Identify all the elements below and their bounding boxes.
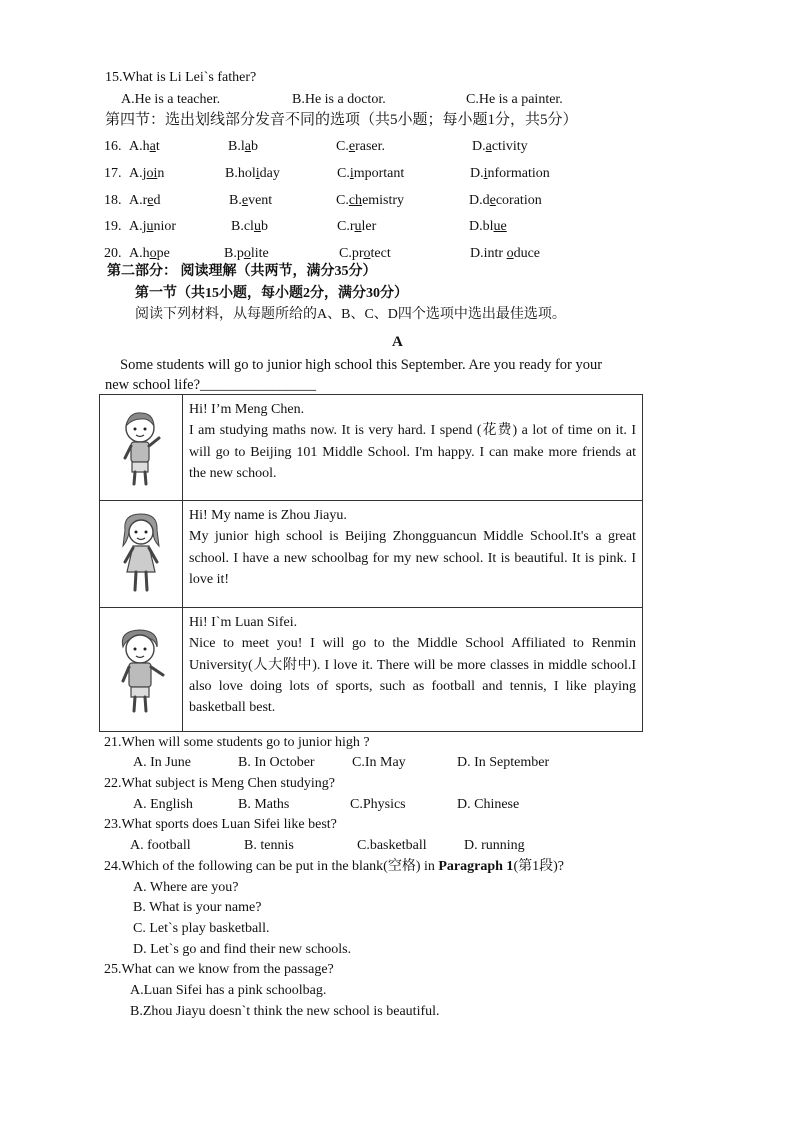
option-prefix: B.p [224,246,244,261]
q22-option-d: D. Chinese [457,797,520,812]
q21-option-d: D. In September [457,755,550,770]
question-22: 22.What subject is Meng Chen studying? [104,776,335,791]
phonics-option [337,164,404,184]
option-suffix: mportant [353,166,405,181]
option-suffix: ler [361,219,377,234]
question-number: 20. [104,246,122,261]
underlined-letters: e [147,193,154,208]
option-suffix: d [153,193,161,208]
phonics-option [470,164,550,184]
zhou-jiayu-text: My junior high school is Beijing Zhongguancun Middle School.It's a great school. I have a new schoolbag for my new school. It is beautiful. It is pink. I love it! [189,529,636,587]
option-suffix: lite [250,246,269,261]
option-prefix: A.h [129,246,150,261]
q25-option-b: B.Zhou Jiayu doesn`t think the new school is beautiful. [130,1004,440,1019]
profile-row-meng-chen [100,395,643,501]
underlined-letters: e [348,139,356,154]
phonics-option [224,244,269,264]
underlined-letters: o [506,246,514,261]
q24-text-pre: 24.Which of the following can be put in the blank(空格) in [104,859,439,874]
option-suffix: day [259,166,280,181]
q24-paragraph-ref: Paragraph 1 [438,859,514,874]
zhou-jiayu-text-cell [183,501,643,608]
question-24 [104,858,564,876]
underlined-letters: o [363,246,371,261]
option-prefix: B.hol [225,166,256,181]
question-21: 21.When will some students go to junior high ? [104,735,370,750]
luan-sifei-picture [100,608,183,732]
option-suffix: coration [495,193,542,208]
option-suffix: n [157,166,165,181]
q24-option-d: D. Let`s go and find their new schools. [133,942,352,957]
option-prefix: A.r [129,193,148,208]
part2-header: 第二部分： 阅读理解（共两节，满分35分） [107,264,377,279]
phonics-option [229,191,272,211]
profile-row-zhou-jiayu [100,501,643,608]
q24-option-c: C. Let`s play basketball. [133,921,270,936]
option-suffix: nformation [487,166,550,181]
underlined-letters: u [354,219,362,234]
option-suffix: emistry [362,193,405,208]
option-prefix: C.r [337,219,355,234]
profile-row-luan-sifei [100,608,643,732]
option-prefix: D.intr [470,246,507,261]
q15-option-a: A.He is a teacher. [121,92,221,107]
phonics-option [339,244,391,264]
underlined-letters: ue [493,219,507,234]
q24-text-post: (第1段)? [513,859,564,874]
option-suffix: ctivity [491,139,528,154]
option-prefix: D. [472,139,486,154]
meng-chen-text-cell [183,395,643,501]
q23-option-a: A. football [130,838,191,853]
underlined-letters: u [253,219,261,234]
option-prefix: D.bl [469,219,494,234]
underlined-letters: i [483,166,488,181]
option-prefix: A.j [129,166,147,181]
option-suffix: t [155,139,160,154]
option-prefix: C. [336,193,349,208]
option-suffix: nior [153,219,177,234]
meng-chen-picture [100,395,183,501]
profiles-table [99,394,643,732]
question-15: 15.What is Li Lei`s father? [105,70,257,85]
option-prefix: C.pr [339,246,364,261]
q15-option-b: B.He is a doctor. [292,92,386,107]
luan-sifei-text: Nice to meet you! I will go to the Middle School Affiliated to Renmin University(人大附中). I love it. There will be more classes in middle school.I also love doing lots of sports, such as football and tennis, I like playing basketball best. [189,636,636,716]
q21-option-a: A. In June [133,755,191,770]
option-suffix: tect [370,246,391,261]
phonics-option [336,191,404,211]
luan-sifei-text-cell [183,608,643,732]
q23-option-d: D. running [464,838,525,853]
question-number: 17. [104,166,122,181]
question-23: 23.What sports does Luan Sifei like best? [104,817,337,832]
phonics-option [129,191,161,211]
passage-letter: A [392,334,403,350]
section4-header: 第四节：选出划线部分发音不同的选项（共5小题；每小题1分，共5分） [105,112,578,128]
underlined-letters: o [149,246,157,261]
option-prefix: B.cl [231,219,254,234]
option-suffix: pe [156,246,170,261]
instruction: 阅读下列材料，从每题所给的A、B、C、D四个选项中选出最佳选项。 [135,307,566,322]
q22-option-b: B. Maths [238,797,290,812]
luan-sifei-greeting: Hi! I`m Luan Sifei. [189,615,298,630]
option-prefix: A.j [129,219,147,234]
option-prefix: D. [470,166,484,181]
question-number: 18. [104,193,122,208]
option-prefix: A.h [129,139,150,154]
question-number: 19. [104,219,122,234]
q22-option-c: C.Physics [350,797,406,812]
option-suffix: b [250,139,258,154]
phonics-option [129,137,160,157]
phonics-option [469,191,542,211]
underlined-letters: e [241,193,249,208]
phonics-option [472,137,528,157]
underlined-letters: a [244,139,251,154]
q21-option-c: C.In May [352,755,406,770]
underlined-letters: oi [146,166,158,181]
q23-option-c: C.basketball [357,838,427,853]
intro-line-1: Some students will go to junior high school this September. Are you ready for your [120,357,603,373]
underlined-letters: i [349,166,354,181]
underlined-letters: ch [348,193,363,208]
underlined-letters: e [489,193,496,208]
q15-option-c: C.He is a painter. [466,92,563,107]
zhou-jiayu-greeting: Hi! My name is Zhou Jiayu. [189,508,347,523]
option-suffix: raser. [355,139,385,154]
phonics-option [337,217,376,237]
phonics-option [336,137,385,157]
option-suffix: vent [248,193,273,208]
option-prefix: B.l [228,139,245,154]
underlined-letters: o [243,246,251,261]
meng-chen-text: I am studying maths now. It is very hard. I spend (花费) a lot of time on it. I will go to Beijing 101 Middle School. I'm happy. I can make more friends at the new school. [189,423,636,481]
option-prefix: D.d [469,193,490,208]
option-prefix: C. [337,166,350,181]
phonics-option [129,217,176,237]
boy-pointing-icon [111,625,171,715]
girl-icon [113,510,169,598]
phonics-option [129,164,164,184]
underlined-letters: u [146,219,154,234]
phonics-option [470,244,540,264]
option-prefix: C. [336,139,349,154]
phonics-option [225,164,280,184]
question-number: 16. [104,139,122,154]
intro-line-2: new school life?________________ [105,377,317,393]
boy-icon [113,408,169,488]
q22-option-a: A. English [133,797,193,812]
underlined-letters: a [149,139,156,154]
q25-option-a: A.Luan Sifei has a pink schoolbag. [130,983,327,998]
phonics-option [228,137,258,157]
phonics-option [129,244,170,264]
section1-header: 第一节（共15小题，每小题2分，满分30分） [135,286,408,301]
underlined-letters: a [485,139,492,154]
underlined-letters: i [255,166,260,181]
q23-option-b: B. tennis [244,838,294,853]
question-25: 25.What can we know from the passage? [104,962,334,977]
q24-option-b: B. What is your name? [133,900,262,915]
option-suffix: duce [513,246,540,261]
meng-chen-greeting: Hi! I’m Meng Chen. [189,402,305,417]
q24-option-a: A. Where are you? [133,880,239,895]
phonics-option [231,217,268,237]
phonics-option [469,217,507,237]
q21-option-b: B. In October [238,755,315,770]
zhou-jiayu-picture [100,501,183,608]
option-suffix: b [260,219,268,234]
option-prefix: B. [229,193,242,208]
